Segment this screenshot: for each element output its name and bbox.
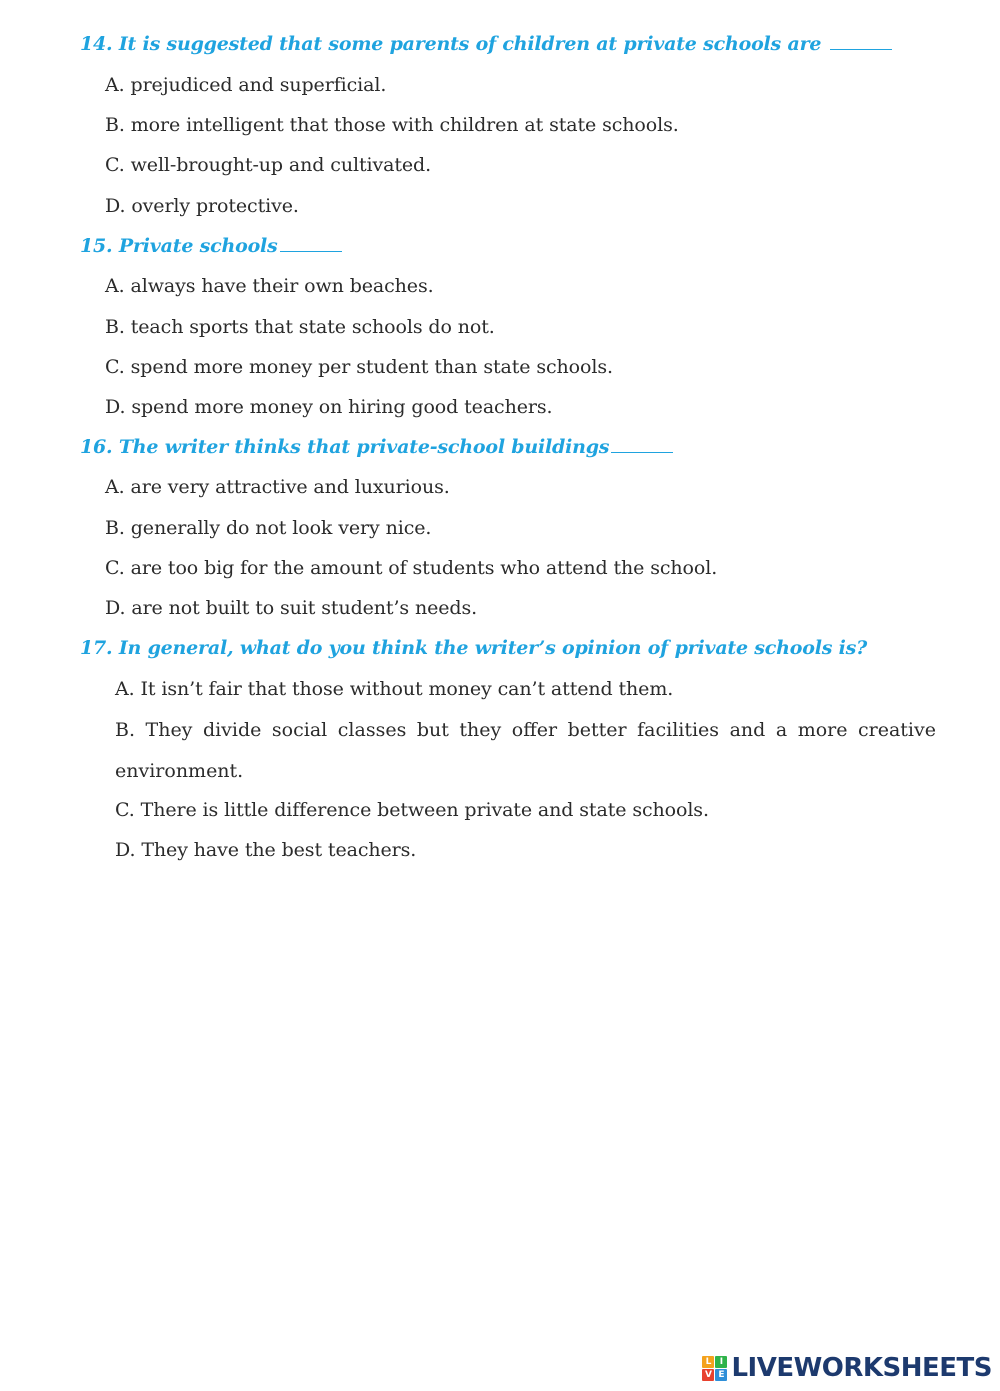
option-14-b: B. more intelligent that those with children at state schools.	[105, 114, 679, 136]
question-14	[80, 33, 892, 55]
option-14-a: A. prejudiced and superficial.	[105, 74, 387, 96]
option-16-a: A. are very attractive and luxurious.	[105, 476, 450, 498]
option-16-d: D. are not built to suit student’s needs.	[105, 597, 478, 619]
logo-cell: V	[702, 1369, 714, 1381]
question-16	[80, 436, 673, 458]
option-15-d: D. spend more money on hiring good teachers.	[105, 396, 553, 418]
logo-cell: I	[715, 1356, 727, 1368]
answer-blank	[830, 48, 892, 50]
option-17-d: D. They have the best teachers.	[115, 839, 417, 861]
option-16-c: C. are too big for the amount of students who attend the school.	[105, 557, 718, 579]
question-16-text: 16. The writer thinks that private-school buildings	[80, 436, 610, 458]
liveworksheets-logo	[702, 1353, 992, 1383]
option-17-a: A. It isn’t fair that those without money can’t attend them.	[115, 678, 674, 700]
logo-cell: L	[702, 1356, 714, 1368]
option-15-a: A. always have their own beaches.	[105, 275, 434, 297]
option-17-c: C. There is little difference between private and state schools.	[115, 799, 709, 821]
answer-blank	[611, 451, 673, 453]
option-15-b: B. teach sports that state schools do not.	[105, 316, 495, 338]
logo-mark-icon	[702, 1356, 727, 1381]
question-14-text: 14. It is suggested that some parents of children at private schools are	[80, 33, 828, 55]
question-17: 17. In general, what do you think the writer’s opinion of private schools is?	[80, 637, 868, 659]
option-15-c: C. spend more money per student than state schools.	[105, 356, 613, 378]
option-17-b: B. They divide social classes but they offer better facilities and a more creative environment.	[115, 719, 936, 782]
option-14-d: D. overly protective.	[105, 195, 299, 217]
option-14-c: C. well-brought-up and cultivated.	[105, 154, 432, 176]
question-15	[80, 235, 342, 257]
logo-cell: E	[715, 1369, 727, 1381]
logo-text: LIVEWORKSHEETS	[731, 1353, 992, 1383]
option-16-b: B. generally do not look very nice.	[105, 517, 432, 539]
answer-blank	[280, 250, 342, 252]
question-15-text: 15. Private schools	[80, 235, 278, 257]
